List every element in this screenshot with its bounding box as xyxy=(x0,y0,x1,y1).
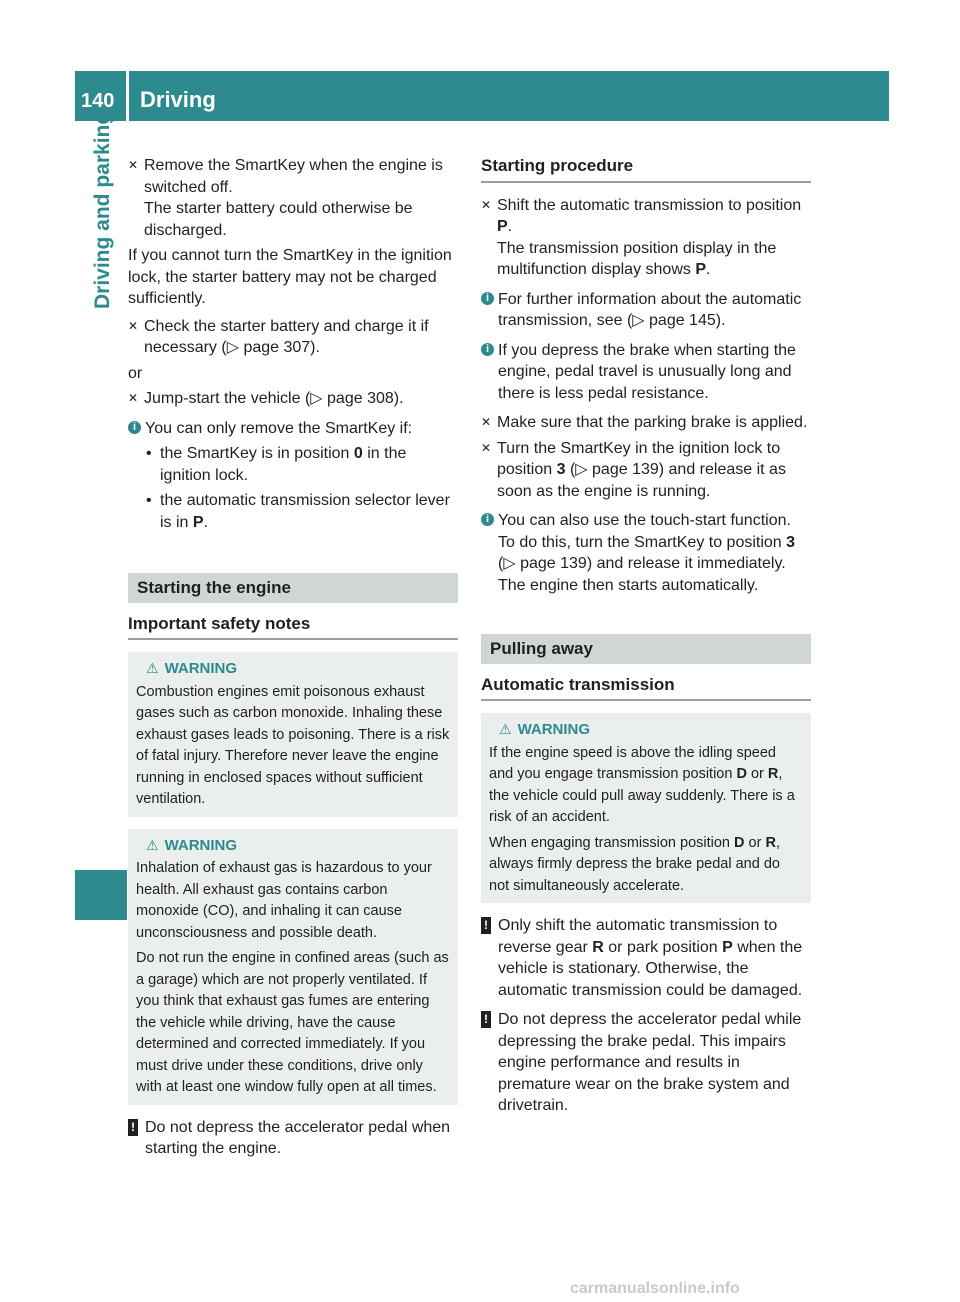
warning-label: WARNING xyxy=(164,660,238,677)
list-text: in the ignition lock. xyxy=(160,445,407,484)
warning-text xyxy=(489,743,803,829)
caution-text-part: or park position xyxy=(603,938,723,956)
warning-label: WARNING xyxy=(164,836,238,854)
warning-triangle-icon: ⚠ xyxy=(146,836,159,853)
section-band: Pulling away xyxy=(481,634,811,664)
instruction-step xyxy=(128,316,458,359)
info-note xyxy=(481,510,811,596)
info-text-part: (▷ page 139) and release it immediately. The engine then starts automatically. xyxy=(498,555,786,594)
exclamation-icon: ! xyxy=(481,917,491,934)
position-value: P xyxy=(192,513,204,531)
caution-text-part: Only shift the automatic transmission to reverse gear xyxy=(498,917,778,956)
info-text: You can only remove the SmartKey if: xyxy=(145,419,413,437)
warning-text: Combustion engines emit poisonous exhaust gases such as carbon monoxide. Inhaling these exhaust gases leads to poisoning. There is a risk of fatal injury. Therefore never leave the engine running in enclosed spaces without sufficient ventilation. xyxy=(136,683,450,807)
position-value: P xyxy=(695,261,706,278)
warning-label: WARNING xyxy=(517,721,591,738)
info-icon: i xyxy=(481,343,494,356)
watermark: carmanualsonline.info xyxy=(570,1280,740,1297)
arrow-icon: ✕ xyxy=(481,440,492,455)
arrow-icon: ✕ xyxy=(128,318,139,333)
warning-text xyxy=(489,833,803,898)
warning-box xyxy=(128,829,458,1105)
caution-text: Do not depress the accelerator pedal while depressing the brake pedal. This impairs engine performance and results in premature wear on the brake system and drivetrain. xyxy=(498,1011,802,1114)
exclamation-icon: ! xyxy=(481,1011,491,1028)
warning-text: Do not run the engine in confined areas (such as a garage) which are not properly ventilated. If you think that exhaust gas fumes are entering the vehicle while driving, have the cause determined and corrected immediately. If you must drive under these conditions, drive only with at least one window fully open at all times. xyxy=(136,950,449,1095)
warning-box xyxy=(481,713,811,903)
caution-note xyxy=(481,915,811,1001)
arrow-icon: ✕ xyxy=(481,415,492,429)
side-tab-label: Driving and parking xyxy=(91,112,114,310)
section-title: Starting procedure xyxy=(481,155,811,183)
position-value: 0 xyxy=(353,445,363,462)
instruction-step xyxy=(481,195,811,281)
info-icon: i xyxy=(481,292,494,305)
step-text: Remove the SmartKey when the engine is switched off. xyxy=(144,157,443,196)
side-tab-block xyxy=(75,870,127,920)
step-text xyxy=(497,195,811,238)
caution-text: Do not depress the accelerator pedal when starting the engine. xyxy=(145,1118,451,1157)
info-text-part: You can also use the touch-start function. To do this, turn the SmartKey to position xyxy=(498,512,791,551)
arrow-icon: ✕ xyxy=(128,391,139,405)
caution-text xyxy=(498,915,811,1001)
info-text: For further information about the automatic transmission, see (▷ page 145). xyxy=(498,290,802,329)
header-divider xyxy=(126,71,129,121)
position-value: 3 xyxy=(556,461,566,478)
position-value: D xyxy=(736,766,747,782)
step-text-part: (▷ page 139) and release it as soon as the engine is running. xyxy=(497,461,786,500)
position-value: R xyxy=(767,766,779,782)
exclamation-icon: ! xyxy=(128,1119,138,1136)
warning-text-part: When engaging transmission position xyxy=(489,834,735,851)
warning-text-part: or xyxy=(744,834,766,851)
step-text: Jump-start the vehicle (▷ page 308). xyxy=(144,390,404,407)
page-number: 140 xyxy=(81,90,115,112)
warning-box xyxy=(128,652,458,817)
or-text: or xyxy=(128,364,143,382)
position-value: 3 xyxy=(786,533,796,551)
list-text: the automatic transmission selector lever is in xyxy=(160,492,450,531)
warning-text-part: or xyxy=(746,766,768,782)
chapter-title: Driving xyxy=(140,87,216,112)
instruction-step xyxy=(481,438,811,503)
warning-triangle-icon: ⚠ xyxy=(499,721,512,737)
step-text-part: Shift the automatic transmission to position xyxy=(497,196,802,214)
arrow-icon: ✕ xyxy=(481,197,492,212)
position-value: D xyxy=(734,834,745,851)
info-icon: i xyxy=(128,421,141,434)
info-note xyxy=(481,289,811,332)
step-text: Make sure that the parking brake is applied. xyxy=(497,414,808,431)
paragraph: If you cannot turn the SmartKey in the ignition lock, the starter battery may not be charged sufficiently. xyxy=(128,247,452,307)
list-item xyxy=(128,490,458,533)
section-band: Starting the engine xyxy=(128,573,458,603)
step-text-part: . xyxy=(507,218,513,235)
position-value: P xyxy=(497,218,508,235)
bullet-dot-icon: • xyxy=(146,445,152,462)
step-note-part: . xyxy=(705,261,711,278)
instruction-step xyxy=(128,388,458,410)
warning-text-part: , always firmly depress the brake pedal and do not simultaneously accelerate. xyxy=(489,834,780,894)
section-title: Important safety notes xyxy=(128,613,458,641)
info-text xyxy=(498,510,811,596)
step-text-part: Turn the SmartKey in the ignition lock to position xyxy=(497,439,781,478)
warning-text-part: , the vehicle could pull away suddenly. There is a risk of an accident. xyxy=(489,766,795,825)
info-note xyxy=(128,418,458,440)
right-column xyxy=(481,155,811,1125)
section-title: Automatic transmission xyxy=(481,674,811,702)
caution-text-part: when the vehicle is stationary. Otherwise, the automatic transmission could be damaged. xyxy=(498,938,803,999)
position-value: R xyxy=(592,938,604,956)
left-column xyxy=(128,155,458,1168)
instruction-step xyxy=(481,412,811,434)
warning-triangle-icon: ⚠ xyxy=(146,660,159,676)
step-text: Check the starter battery and charge it if necessary (▷ page 307). xyxy=(144,317,429,356)
step-note-part: The transmission position display in the multifunction display shows xyxy=(497,239,777,278)
step-text xyxy=(497,438,811,503)
list-text: the SmartKey is in position xyxy=(160,445,354,462)
caution-note xyxy=(481,1009,811,1117)
info-icon: i xyxy=(481,513,494,526)
warning-text: Inhalation of exhaust gas is hazardous to your health. All exhaust gas contains carbon monoxide (CO), and inhaling it can cause unconsciousness and possible death. xyxy=(136,860,432,941)
position-value: R xyxy=(765,834,776,851)
list-text: . xyxy=(203,513,209,531)
position-value: P xyxy=(722,938,733,956)
step-note: The starter battery could otherwise be discharged. xyxy=(144,200,413,239)
arrow-icon: ✕ xyxy=(128,158,139,172)
warning-text-part: If the engine speed is above the idling speed and you engage transmission position xyxy=(489,744,776,782)
caution-note xyxy=(128,1117,458,1160)
instruction-step xyxy=(128,155,458,241)
step-note xyxy=(497,238,811,281)
bullet-dot-icon: • xyxy=(146,492,152,509)
info-note xyxy=(481,340,811,405)
list-item xyxy=(128,443,458,486)
info-text: If you depress the brake when starting the engine, pedal travel is unusually long and there is less pedal resistance. xyxy=(498,341,796,402)
